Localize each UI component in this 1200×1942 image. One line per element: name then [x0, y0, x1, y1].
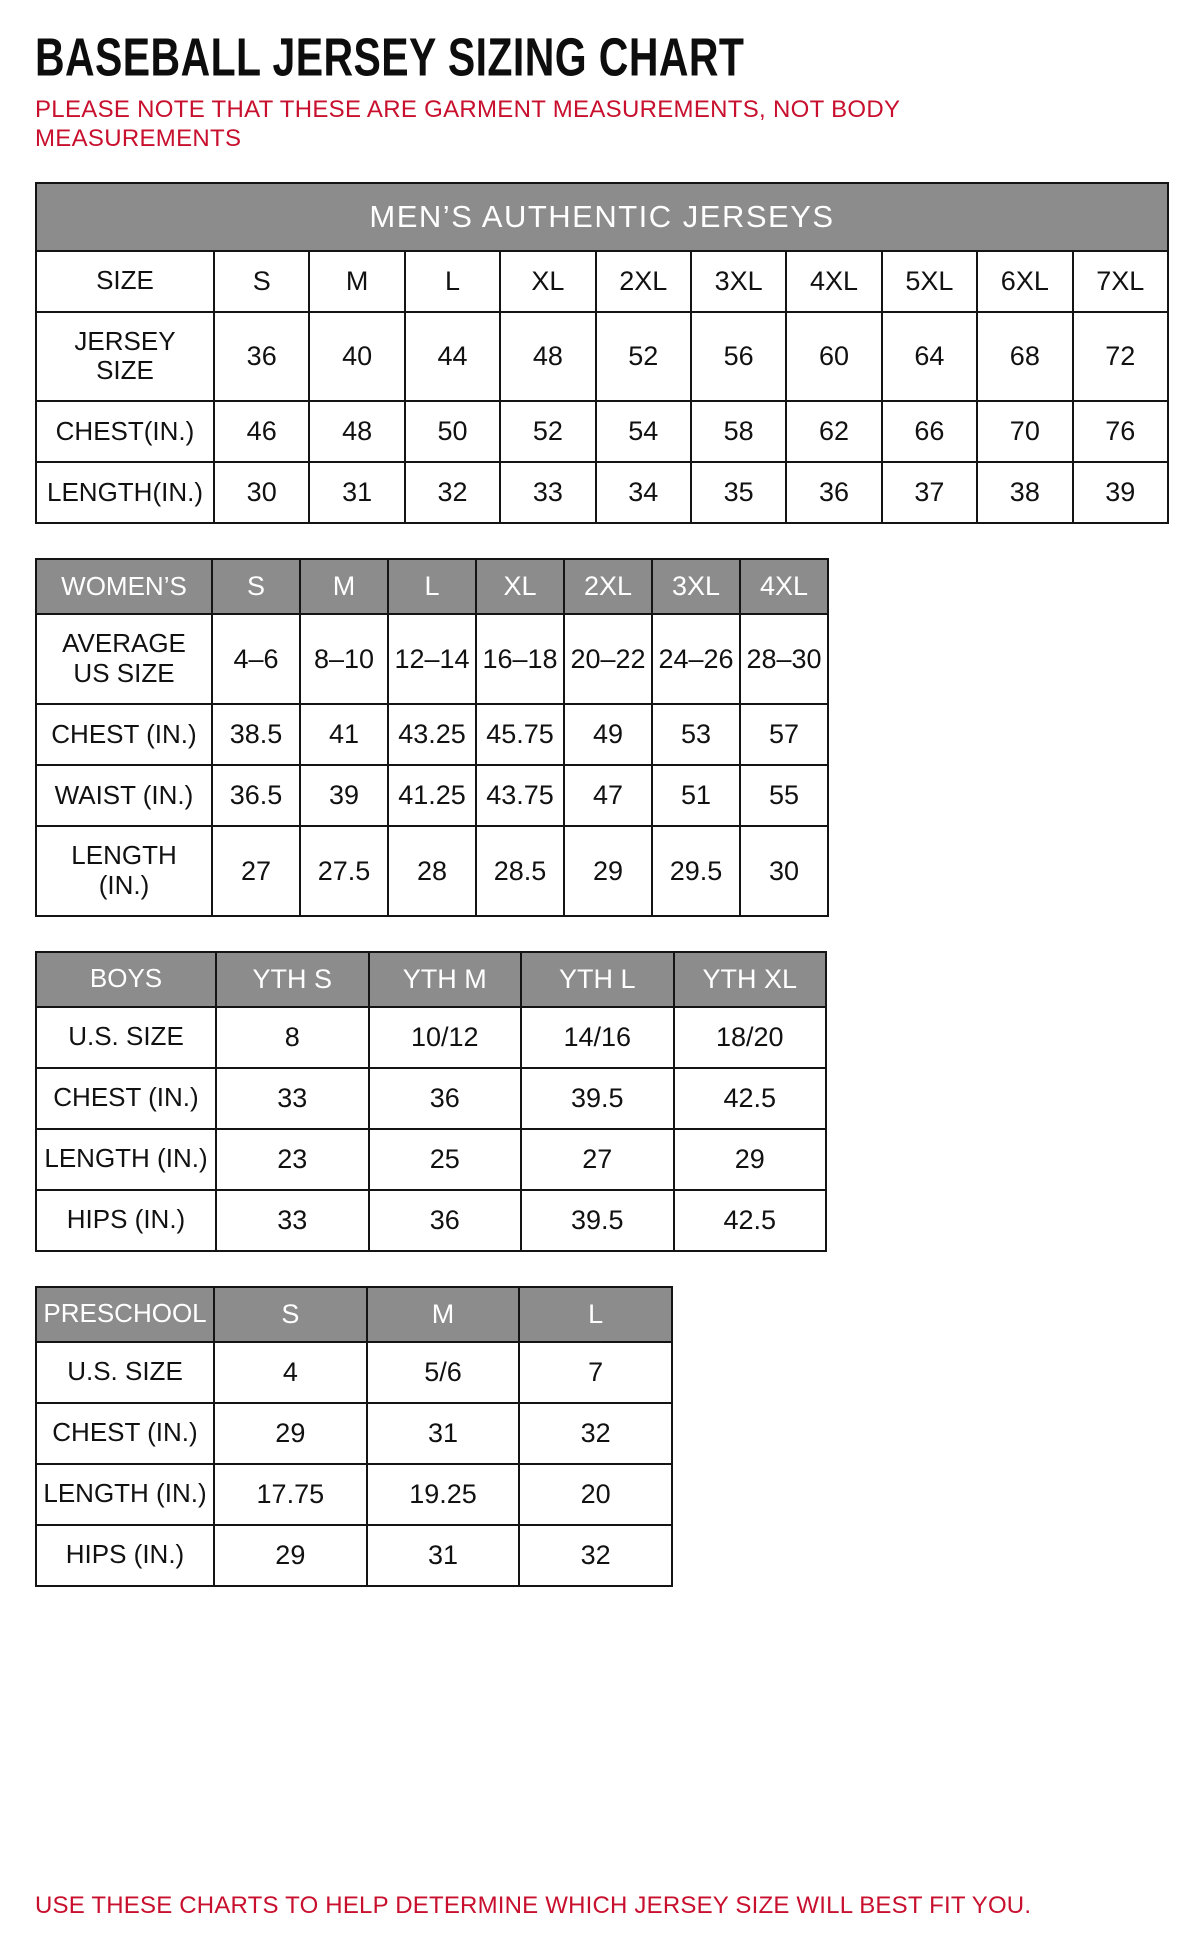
size-value-cell: 57 — [740, 704, 828, 765]
table-row — [36, 765, 828, 826]
size-column-header: L — [519, 1287, 672, 1342]
table-row — [36, 1007, 826, 1068]
row-label: SIZE — [36, 251, 214, 312]
size-value-cell: 29.5 — [652, 826, 740, 916]
size-value-cell: 70 — [977, 401, 1072, 462]
size-column-header: 2XL — [564, 559, 652, 614]
garment-measurement-note: PLEASE NOTE THAT THESE ARE GARMENT MEASUREMENTS, NOT BODY MEASUREMENTS — [35, 96, 900, 152]
size-value-cell: 29 — [214, 1525, 367, 1586]
size-value-cell: 52 — [596, 312, 691, 402]
size-value-cell: 39 — [300, 765, 388, 826]
table-row — [36, 826, 828, 916]
size-value-cell: L — [405, 251, 500, 312]
size-value-cell: 27.5 — [300, 826, 388, 916]
size-value-cell: 27 — [212, 826, 300, 916]
size-value-cell: 28.5 — [476, 826, 564, 916]
table-row — [36, 1464, 672, 1525]
table-row — [36, 462, 1168, 523]
table-row — [36, 1129, 826, 1190]
table-row — [36, 1190, 826, 1251]
size-value-cell: 68 — [977, 312, 1072, 402]
size-column-header: 3XL — [652, 559, 740, 614]
size-value-cell: 7XL — [1073, 251, 1168, 312]
size-value-cell: 28–30 — [740, 614, 828, 704]
size-value-cell: 54 — [596, 401, 691, 462]
size-value-cell: M — [309, 251, 404, 312]
row-label: LENGTH(IN.) — [36, 462, 214, 523]
row-label: U.S. SIZE — [36, 1007, 216, 1068]
size-value-cell: 36.5 — [212, 765, 300, 826]
size-value-cell: 31 — [367, 1525, 520, 1586]
size-value-cell: 8 — [216, 1007, 369, 1068]
preschool-table — [35, 1286, 673, 1587]
size-value-cell: 20–22 — [564, 614, 652, 704]
size-column-header: M — [367, 1287, 520, 1342]
row-label: HIPS (IN.) — [36, 1525, 214, 1586]
size-value-cell: 32 — [519, 1525, 672, 1586]
size-column-header: S — [212, 559, 300, 614]
size-column-header: YTH M — [369, 952, 522, 1007]
row-label: LENGTH (IN.) — [36, 1129, 216, 1190]
size-value-cell: 42.5 — [674, 1068, 827, 1129]
size-value-cell: 33 — [500, 462, 595, 523]
size-column-header: XL — [476, 559, 564, 614]
size-value-cell: 23 — [216, 1129, 369, 1190]
size-value-cell: 25 — [369, 1129, 522, 1190]
size-value-cell: 41.25 — [388, 765, 476, 826]
size-value-cell: 47 — [564, 765, 652, 826]
size-value-cell: 36 — [786, 462, 881, 523]
size-value-cell: XL — [500, 251, 595, 312]
size-value-cell: 16–18 — [476, 614, 564, 704]
size-value-cell: 31 — [309, 462, 404, 523]
row-label: CHEST (IN.) — [36, 704, 212, 765]
size-value-cell: 2XL — [596, 251, 691, 312]
size-value-cell: 3XL — [691, 251, 786, 312]
size-value-cell: 24–26 — [652, 614, 740, 704]
footer-text: USE THESE CHARTS TO HELP DETERMINE WHICH JERSEY SIZE WILL BEST FIT YOU. — [35, 1892, 1032, 1919]
row-label: U.S. SIZE — [36, 1342, 214, 1403]
size-value-cell: 14/16 — [521, 1007, 674, 1068]
size-value-cell: 43.75 — [476, 765, 564, 826]
size-value-cell: 46 — [214, 401, 309, 462]
size-value-cell: 32 — [405, 462, 500, 523]
row-label: WAIST (IN.) — [36, 765, 212, 826]
table-row — [36, 312, 1168, 402]
size-value-cell: 49 — [564, 704, 652, 765]
mens-table — [35, 182, 1169, 525]
size-value-cell: 36 — [214, 312, 309, 402]
table-row — [36, 614, 828, 704]
size-column-header: L — [388, 559, 476, 614]
size-value-cell: 37 — [882, 462, 977, 523]
size-value-cell: 6XL — [977, 251, 1072, 312]
tables-container — [35, 182, 1165, 1621]
boys-header-label: BOYS — [36, 952, 216, 1007]
size-value-cell: 4 — [214, 1342, 367, 1403]
row-label: JERSEY SIZE — [36, 312, 214, 402]
size-value-cell: 44 — [405, 312, 500, 402]
size-value-cell: 27 — [521, 1129, 674, 1190]
size-value-cell: 53 — [652, 704, 740, 765]
row-label: LENGTH (IN.) — [36, 826, 212, 916]
row-label: CHEST(IN.) — [36, 401, 214, 462]
size-value-cell: 38.5 — [212, 704, 300, 765]
size-value-cell: 55 — [740, 765, 828, 826]
size-value-cell: 28 — [388, 826, 476, 916]
size-value-cell: 58 — [691, 401, 786, 462]
size-value-cell: 39 — [1073, 462, 1168, 523]
size-value-cell: 43.25 — [388, 704, 476, 765]
table-row — [36, 704, 828, 765]
size-value-cell: 29 — [214, 1403, 367, 1464]
size-value-cell: 19.25 — [367, 1464, 520, 1525]
size-column-header: YTH XL — [674, 952, 827, 1007]
size-value-cell: 7 — [519, 1342, 672, 1403]
size-value-cell: 39.5 — [521, 1190, 674, 1251]
table-row — [36, 401, 1168, 462]
size-value-cell: 18/20 — [674, 1007, 827, 1068]
size-value-cell: 33 — [216, 1190, 369, 1251]
size-value-cell: 38 — [977, 462, 1072, 523]
size-value-cell: 34 — [596, 462, 691, 523]
size-value-cell: 30 — [740, 826, 828, 916]
size-value-cell: 60 — [786, 312, 881, 402]
size-value-cell: 33 — [216, 1068, 369, 1129]
size-value-cell: 29 — [564, 826, 652, 916]
size-value-cell: 50 — [405, 401, 500, 462]
row-label: LENGTH (IN.) — [36, 1464, 214, 1525]
size-value-cell: 12–14 — [388, 614, 476, 704]
size-column-header: M — [300, 559, 388, 614]
size-value-cell: 10/12 — [369, 1007, 522, 1068]
size-value-cell: 31 — [367, 1403, 520, 1464]
size-value-cell: 56 — [691, 312, 786, 402]
size-value-cell: 40 — [309, 312, 404, 402]
size-value-cell: 66 — [882, 401, 977, 462]
page-title: BASEBALL JERSEY SIZING CHART — [35, 26, 745, 88]
size-value-cell: 29 — [674, 1129, 827, 1190]
size-value-cell: 62 — [786, 401, 881, 462]
row-label: AVERAGE US SIZE — [36, 614, 212, 704]
womens-header-label: WOMEN’S — [36, 559, 212, 614]
size-value-cell: 41 — [300, 704, 388, 765]
row-label: CHEST (IN.) — [36, 1068, 216, 1129]
size-value-cell: 51 — [652, 765, 740, 826]
size-value-cell: 72 — [1073, 312, 1168, 402]
size-column-header: YTH L — [521, 952, 674, 1007]
table-row — [36, 1342, 672, 1403]
size-column-header: 4XL — [740, 559, 828, 614]
size-value-cell: 48 — [500, 312, 595, 402]
row-label: HIPS (IN.) — [36, 1190, 216, 1251]
size-value-cell: 5/6 — [367, 1342, 520, 1403]
size-value-cell: 52 — [500, 401, 595, 462]
size-column-header: YTH S — [216, 952, 369, 1007]
table-row — [36, 1525, 672, 1586]
mens-banner: MEN’S AUTHENTIC JERSEYS — [36, 183, 1168, 251]
size-value-cell: 4XL — [786, 251, 881, 312]
size-value-cell: 20 — [519, 1464, 672, 1525]
size-value-cell: 30 — [214, 462, 309, 523]
size-value-cell: 36 — [369, 1068, 522, 1129]
table-row — [36, 1068, 826, 1129]
size-value-cell: S — [214, 251, 309, 312]
size-value-cell: 35 — [691, 462, 786, 523]
size-value-cell: 39.5 — [521, 1068, 674, 1129]
size-column-header: S — [214, 1287, 367, 1342]
size-value-cell: 8–10 — [300, 614, 388, 704]
size-value-cell: 45.75 — [476, 704, 564, 765]
size-value-cell: 48 — [309, 401, 404, 462]
size-value-cell: 64 — [882, 312, 977, 402]
preschool-header-label: PRESCHOOL — [36, 1287, 214, 1342]
size-value-cell: 32 — [519, 1403, 672, 1464]
boys-table — [35, 951, 827, 1252]
size-value-cell: 42.5 — [674, 1190, 827, 1251]
size-value-cell: 5XL — [882, 251, 977, 312]
table-row — [36, 1403, 672, 1464]
size-value-cell: 36 — [369, 1190, 522, 1251]
table-row — [36, 251, 1168, 312]
womens-table — [35, 558, 829, 917]
size-value-cell: 4–6 — [212, 614, 300, 704]
size-value-cell: 76 — [1073, 401, 1168, 462]
row-label: CHEST (IN.) — [36, 1403, 214, 1464]
size-value-cell: 17.75 — [214, 1464, 367, 1525]
